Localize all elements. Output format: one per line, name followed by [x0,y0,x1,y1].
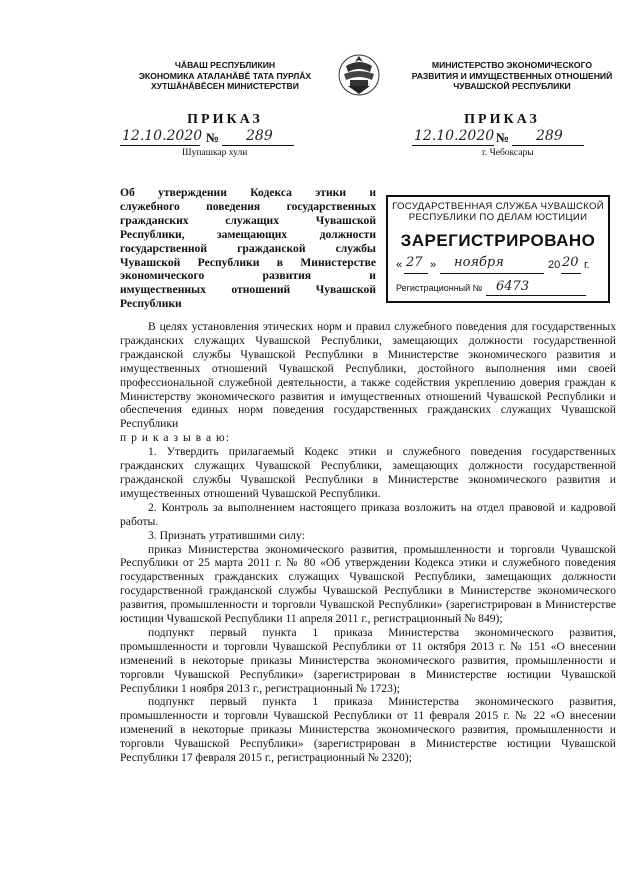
subject-line: государственной гражданской службы [120,241,376,255]
order-number-line-left [222,145,294,146]
paragraph-3a: приказ Министерства экономического развития, промышленности и торговли Чувашской Республики от 25 марта 2011 г. № 80 «Об утверждении Кодекса этики и служебного поведения государственных гражданских служащих Чувашской Республики, замещающих должности государственной гражданской службы Чувашской Республики в Министерстве экономического развития, промышленности и торговли Чувашской Республики» (зарегистрирован в Министерстве юстиции Чувашской Республики 11 апреля 2011 г., регистрационный № 849); [120,542,616,626]
header-right-ministry [402,60,622,92]
stamp-year-prefix: 20 [548,259,561,271]
order-title-left: ПРИКАЗ [187,112,263,127]
stamp-agency-line: ГОСУДАРСТВЕННАЯ СЛУЖБА ЧУВАШСКОЙ [392,201,604,212]
order-word: п р и к а з ы в а ю: [120,431,230,445]
order-number-line-right [512,145,584,146]
order-number-left: 289 [246,128,273,144]
stamp-day: 27 [406,255,423,270]
order-number-right: 289 [536,128,563,144]
order-date-right: 12.10.2020 [414,128,495,144]
stamp-reg-number: 6473 [496,279,530,294]
stamp-quote-close: » [430,259,437,271]
order-number-label-right: № [496,130,510,145]
header-right-line: ЧУВАШСКОЙ РЕСПУБЛИКИ [453,81,571,91]
order-date-left: 12.10.2020 [122,128,203,144]
stamp-registered: ЗАРЕГИСТРИРОВАНО [400,231,596,250]
subject-line: Чувашской Республики в Министерстве [120,255,376,269]
order-date-line-left [120,145,200,146]
subject-line: гражданских служащих Чувашской [120,213,376,227]
stamp-quote-open: « [396,259,403,271]
stamp-year-mark: г. [584,259,590,271]
stamp-month: ноября [454,255,504,270]
subject-line: служебного поведения государственных [120,199,376,213]
order-body [120,320,616,765]
header-right-line: РАЗВИТИЯ И ИМУЩЕСТВЕННЫХ ОТНОШЕНИЙ [411,70,613,81]
subject-line: имущественных отношений Чувашской [120,283,376,297]
paragraph-2: 2. Контроль за выполнением настоящего приказа возложить на отдел правовой и кадровой работы. [120,500,616,528]
registration-stamp [386,195,610,303]
order-date-line-right [412,145,494,146]
intro-paragraph: В целях установления этических норм и правил служебного поведения для государственных гражданских служащих Чувашской Республики, замещающих должности государственной гражданской службы Чувашской Республики в Министерстве экономического развития и имущественных отношений Чувашской Республики, достойного выполнения ими своей профессиональной служебной деятельности, а также содействия укреплению доверия граждан к Министерству экономического развития и имущественных отношений Чувашской Республики и обеспечения единых норм поведения государственных гражданских служащих Чувашской Республики [120,320,616,431]
paragraph-1: 1. Утвердить прилагаемый Кодекс этики и служебного поведения государственных гражданских служащих Чувашской Республики, замещающих должности государственной гражданской службы Чувашской Республики в Министерстве экономического развития и имущественных отношений Чувашской Республики. [120,445,616,500]
stamp-agency-line: РЕСПУБЛИКИ ПО ДЕЛАМ ЮСТИЦИИ [408,212,588,223]
paragraph-3: 3. Признать утратившими силу: [148,528,305,542]
order-number-label-left: № [206,130,220,145]
header-right-line: МИНИСТЕРСТВО ЭКОНОМИЧЕСКОГО [431,60,593,70]
stamp-month-line [440,273,544,274]
subject-line: Республики [120,297,182,311]
stamp-day-line [404,273,428,274]
header-left-ministry [120,60,330,92]
stamp-reg-line [486,295,586,296]
header-left-line: ЭКОНОМИКА АТАЛАНĂВĔ ТАТА ПУРЛĂХ [138,70,312,81]
subject-line: Об утверждении Кодекса этики и [120,186,376,199]
header-left-line: ЧĂВАШ РЕСПУБЛИКИН [174,60,276,70]
stamp-year: 20 [562,255,579,270]
header-left-line: ХУТШĂНĂВĔСЕН МИНИСТЕРСТВИ [151,81,299,91]
chuvash-emblem-icon [336,52,382,98]
order-title-right: ПРИКАЗ [464,112,540,127]
subject-line: Республики, замещающих должности [120,227,376,241]
order-subject [120,186,376,311]
subject-line: экономического развития и [120,269,376,283]
paragraph-3c: подпункт первый пункта 1 приказа Министерства экономического развития, промышленности и торговли Чувашской Республики от 11 февраля 2015 г. № 22 «О внесении изменений в некоторые приказы Министерства экономического развития, промышленности и торговли Чувашской Республики» (зарегистрирован в Министерстве юстиции Чувашской Республики 17 февраля 2015 г., регистрационный № 2320); [120,695,616,765]
order-place-right: г. Чебоксары [482,148,534,158]
paragraph-3b: подпункт первый пункта 1 приказа Министерства экономического развития, промышленности и торговли Чувашской Республики от 11 октября 2013 г. № 151 «О внесении изменений в некоторые приказы Министерства экономического развития, промышленности и торговли Чувашской Республики» (зарегистрирован в Министерстве юстиции Чувашской Республики 1 ноября 2013 г., регистрационный № 1723); [120,625,616,695]
stamp-year-line [561,273,581,274]
order-place-left: Шупашкар хули [182,148,248,158]
stamp-reg-label: Регистрационный № [396,283,483,293]
